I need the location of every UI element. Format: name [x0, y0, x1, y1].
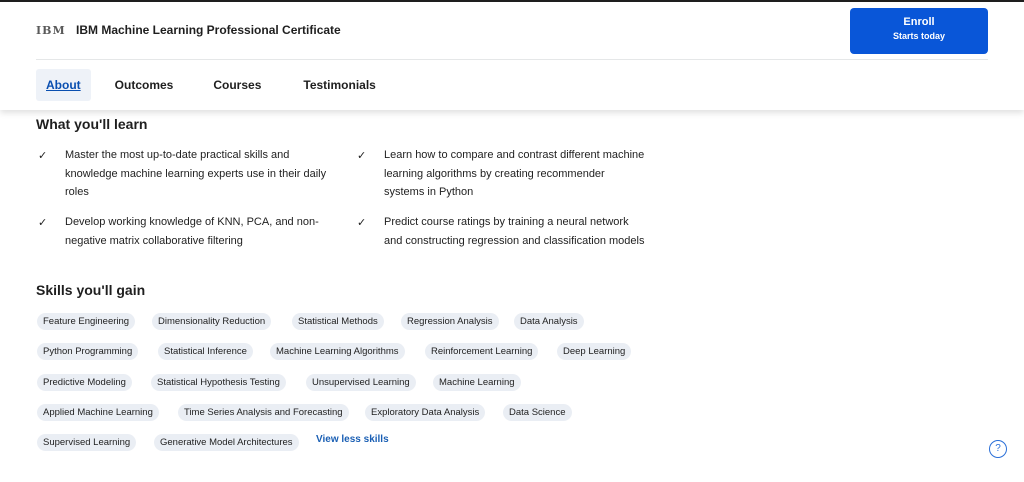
check-icon: ✓: [357, 150, 367, 162]
skill-chip: Data Science: [503, 404, 572, 421]
sticky-header: [0, 2, 1024, 110]
skill-chip: Predictive Modeling: [37, 374, 132, 391]
program-title: IBM Machine Learning Professional Certificate: [76, 23, 341, 37]
brand-row: [36, 20, 341, 40]
learn-item: [357, 146, 647, 202]
learn-item-text: Develop working knowledge of KNN, PCA, and non-negative matrix collaborative filtering: [65, 216, 319, 247]
skill-chip: Dimensionality Reduction: [152, 313, 271, 330]
view-less-skills-link[interactable]: View less skills: [316, 434, 389, 445]
skill-chip: Statistical Hypothesis Testing: [151, 374, 286, 391]
tab-about[interactable]: About: [36, 69, 91, 101]
learn-item: [357, 213, 647, 250]
skill-chip: Applied Machine Learning: [37, 404, 159, 421]
skill-chip: Python Programming: [37, 343, 138, 360]
tab-outcomes[interactable]: Outcomes: [114, 78, 174, 92]
check-icon: ✓: [38, 150, 48, 162]
skill-chip: Generative Model Architectures: [154, 434, 299, 451]
learn-item: [38, 213, 328, 250]
tab-courses[interactable]: Courses: [213, 78, 262, 92]
skill-chip: Machine Learning: [433, 374, 521, 391]
tab-testimonials[interactable]: Testimonials: [303, 78, 376, 92]
header-divider: [36, 59, 988, 60]
learn-item-text: Master the most up-to-date practical skills and knowledge machine learning experts use in their daily roles: [65, 149, 327, 198]
skills-heading: Skills you'll gain: [36, 282, 146, 298]
learn-item: [38, 146, 328, 202]
skill-chip: Statistical Inference: [158, 343, 253, 360]
check-icon: ✓: [357, 217, 367, 229]
skill-chip: Data Analysis: [514, 313, 584, 330]
enroll-button[interactable]: [850, 8, 988, 54]
skill-chip: Exploratory Data Analysis: [365, 404, 485, 421]
skill-chip: Feature Engineering: [37, 313, 135, 330]
skill-chip: Statistical Methods: [292, 313, 384, 330]
skill-chip: Regression Analysis: [401, 313, 499, 330]
ibm-logo[interactable]: IBM: [36, 23, 66, 37]
check-icon: ✓: [38, 217, 48, 229]
section-tabs: [36, 69, 376, 101]
enroll-label: Enroll: [903, 16, 935, 28]
what-youll-learn-heading: What you'll learn: [36, 116, 148, 132]
learn-item-text: Predict course ratings by training a neural network and constructing regression and classification models: [384, 216, 645, 247]
skill-chip: Unsupervised Learning: [306, 374, 416, 391]
skill-chip: Supervised Learning: [37, 434, 136, 451]
enroll-sublabel: Starts today: [892, 31, 945, 41]
learn-item-text: Learn how to compare and contrast different machine learning algorithms by creating recommender systems in Python: [384, 149, 645, 198]
skill-chip: Reinforcement Learning: [425, 343, 538, 360]
skill-chip: Machine Learning Algorithms: [270, 343, 405, 360]
help-button[interactable]: ?: [989, 440, 1007, 458]
skill-chip: Deep Learning: [557, 343, 631, 360]
skill-chip: Time Series Analysis and Forecasting: [178, 404, 349, 421]
